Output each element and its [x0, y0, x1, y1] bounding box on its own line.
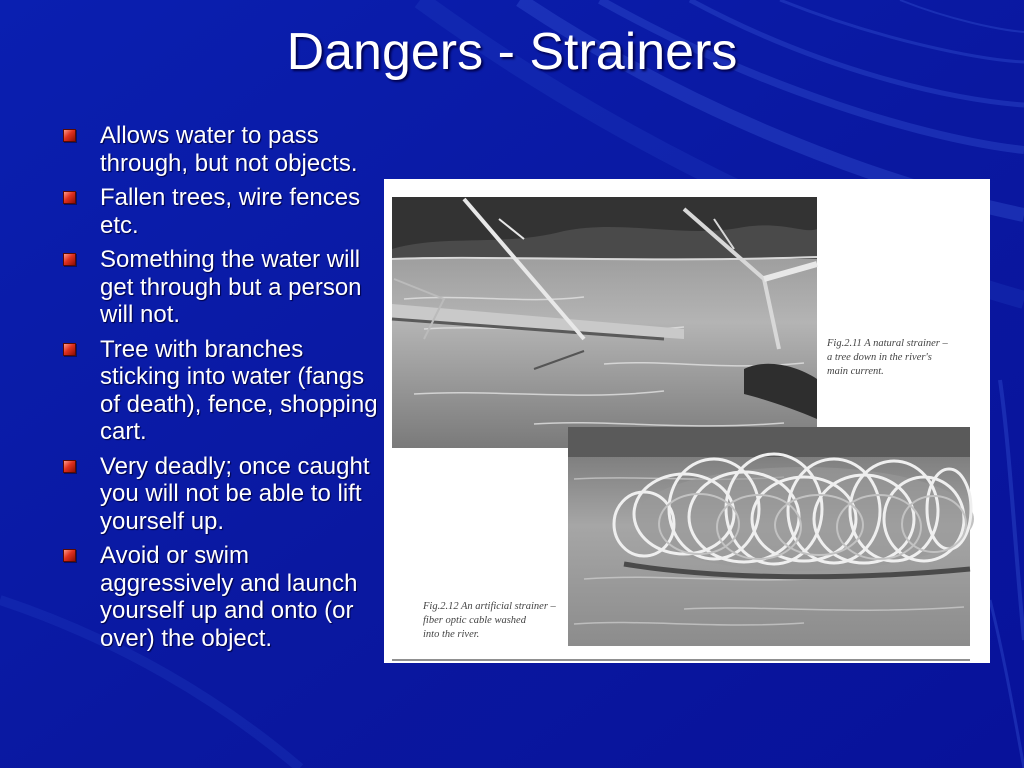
bullet-text: Something the water will get through but a person will not.	[100, 246, 362, 328]
bullet-item	[60, 453, 380, 536]
caption-line: Fig.2.11 A natural strainer –	[827, 338, 948, 349]
caption-line: a tree down in the river's	[827, 352, 932, 363]
caption-line: main current.	[827, 366, 884, 377]
bullet-item	[60, 184, 380, 239]
figure-caption-2	[423, 600, 573, 642]
fallen-tree-photo	[392, 197, 817, 448]
square-bullet-icon	[63, 129, 76, 142]
figure-caption-1	[827, 337, 977, 379]
square-bullet-icon	[63, 191, 76, 204]
slide-title: Dangers - Strainers	[286, 23, 738, 81]
bullet-list	[60, 122, 380, 659]
bullet-text: Avoid or swim aggressively and launch yourself up and onto (or over) the object.	[100, 542, 358, 652]
caption-line: into the river.	[423, 629, 480, 640]
bullet-text: Tree with branches sticking into water (fangs of death), fence, shopping cart.	[100, 335, 378, 445]
caption-line: Fig.2.12 An artificial strainer –	[423, 601, 556, 612]
square-bullet-icon	[63, 549, 76, 562]
bullet-text: Allows water to pass through, but not objects.	[100, 122, 358, 177]
bullet-text: Very deadly; once caught you will not be able to lift yourself up.	[100, 452, 370, 535]
caption-line: fiber optic cable washed	[423, 615, 526, 626]
bullet-item	[60, 336, 380, 446]
strainer-figure	[384, 179, 990, 663]
square-bullet-icon	[63, 253, 76, 266]
square-bullet-icon	[63, 343, 76, 356]
figure-photos	[384, 179, 990, 663]
bullet-item	[60, 542, 380, 652]
square-bullet-icon	[63, 460, 76, 473]
fiber-cable-photo	[568, 427, 974, 646]
bullet-item	[60, 122, 380, 177]
bullet-item	[60, 246, 380, 329]
bullet-text: Fallen trees, wire fences etc.	[100, 184, 361, 239]
